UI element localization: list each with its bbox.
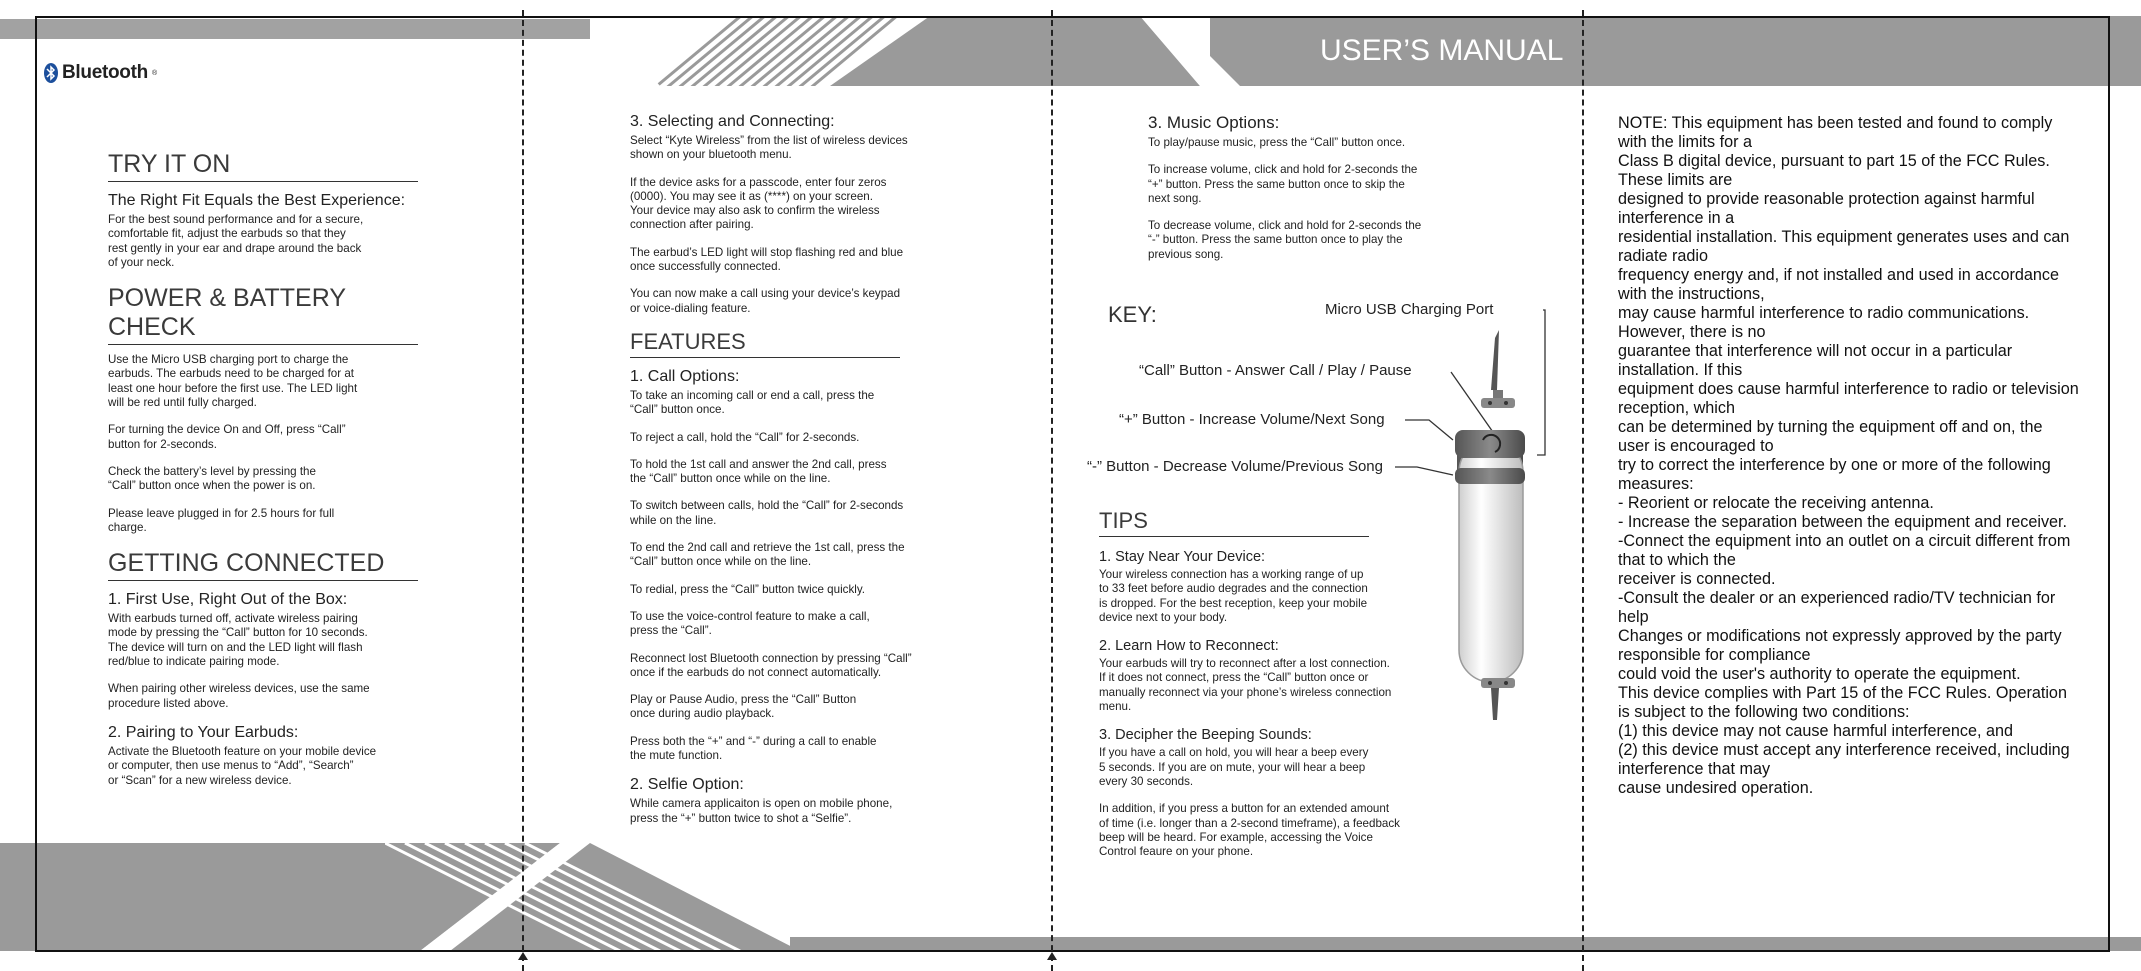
tips-heading: TIPS xyxy=(1099,508,1369,537)
selecting-text-2: If the device asks for a passcode, enter four zeros (0000). You may see it as (****) on your screen. Your device may also ask to confirm the wireless connection after pairing. xyxy=(630,175,887,232)
fcc-notice: NOTE: This equipment has been tested and found to comply with the limits for a Class B digital device, pursuant to part 15 of the FCC Rules. These limits are designed to provide reasonable protection against harmful interference in a residential installation. This equipment generates uses and can radiate radio frequency energy and, if not installed and used in accordance with the instructions, may cause harmful interference to radio communications. However, there is no guarantee that interference will not occur in a particular installation. If this equipment does cause harmful interference to radio or television reception, which can be determined by turning the equipment off and on, the user is encouraged to try to correct the interference by one or more of the following measures: - Reorient or relocate the receiving antenna. - Increase the separation between the equipment and receiver. -Connect the equipment into an outlet on a circuit different from that to which the receiver is connected. -Consult the dealer or an experienced radio/TV technician for help Changes or modifications not expressly approved by the party responsible for compliance could void the user's authority to operate the equipment. This device complies with Part 15 of the FCC Rules. Operation is subject to the following two conditions: (1) this device may not cause harmful interference, and (2) this device must accept any interference received, including interference that may cause undesired operation. xyxy=(1618,114,2079,797)
bluetooth-icon xyxy=(44,63,58,83)
call-option-item: Press both the “+” and “-” during a call to enable the mute function. xyxy=(630,734,877,763)
power-text-1: Use the Micro USB charging port to charge the earbuds. The earbuds need to be charged for at least one hour before the first use. The LED light will be red until fully charged. xyxy=(108,353,358,410)
pairing-other-text: When pairing other wireless devices, use the same procedure listed above. xyxy=(108,682,370,710)
tips-section xyxy=(1099,508,1429,859)
call-option-item: To take an incoming call or end a call, press the “Call” button once. xyxy=(630,388,875,417)
features-heading: FEATURES xyxy=(630,329,900,358)
call-options-subheading: 1. Call Options: xyxy=(630,367,740,385)
selecting-text-4: You can now make a call using your device’s keypad or voice-dialing feature. xyxy=(630,287,901,315)
call-option-item: To use the voice-control feature to make a call, press the “Call”. xyxy=(630,609,870,638)
key-call-label: “Call” Button - Answer Call / Play / Pause xyxy=(1139,362,1412,379)
page-title: USER’S MANUAL xyxy=(1320,34,1564,67)
call-option-item: Play or Pause Audio, press the “Call” Button once during audio playback. xyxy=(630,693,857,721)
trademark-mark: ® xyxy=(151,69,158,77)
fold-line-1 xyxy=(522,10,524,971)
call-option-item: Reconnect lost Bluetooth connection by pressing “Call” once if the earbuds do not connect automatically. xyxy=(630,651,912,679)
key-plus-label: “+” Button - Increase Volume/Next Song xyxy=(1119,411,1385,428)
key-usb-label: Micro USB Charging Port xyxy=(1325,301,1494,318)
power-text-3: Check the battery’s level by pressing the “Call” button once when the power is on. xyxy=(108,464,316,493)
right-fit-text: For the best sound performance and for a secure, comfortable fit, adjust the earbuds so that they rest gently in your ear and drape around the back of your neck. xyxy=(108,213,364,269)
key-heading: KEY: xyxy=(1108,302,1157,327)
call-option-item: To end the 2nd call and retrieve the 1st call, press the “Call” button once while on the line. xyxy=(630,541,905,569)
selfie-subheading: 2. Selfie Option: xyxy=(630,776,744,794)
music-text-2: To increase volume, click and hold for 2-seconds the “+” button. Press the same button once to skip the next song. xyxy=(1148,163,1418,205)
getting-connected-heading: GETTING CONNECTED xyxy=(108,549,418,581)
tip-3-subheading: 3. Decipher the Beeping Sounds: xyxy=(1099,727,1312,744)
call-option-item: To switch between calls, hold the “Call” for 2-seconds while on the line. xyxy=(630,499,904,527)
music-options xyxy=(1148,113,1448,275)
first-use-text: With earbuds turned off, activate wireless pairing mode by pressing the “Call” button for 10 seconds. The device will turn on and the LED light will flash red/blue to indicate pairing mode. xyxy=(108,612,368,669)
panel-2 xyxy=(630,113,930,826)
selecting-text-3: The earbud’s LED light will stop flashing red and blue once successfully connected. xyxy=(630,245,904,274)
panel-1 xyxy=(108,150,418,801)
fold-arrow-icon xyxy=(1044,952,1060,971)
music-text-1: To play/pause music, press the “Call” button once. xyxy=(1148,136,1406,149)
selecting-text-1: Select “Kyte Wireless” from the list of wireless devices shown on your bluetooth menu. xyxy=(630,134,908,162)
fold-line-2 xyxy=(1051,10,1053,971)
call-option-item: To hold the 1st call and answer the 2nd call, press the “Call” button once while on the line. xyxy=(630,457,887,486)
call-option-item: To reject a call, hold the “Call” for 2-seconds. xyxy=(630,430,860,444)
pairing-text: Activate the Bluetooth feature on your mobile device or computer, then use menus to “Add”, “Search” or “Scan” for a new wireless device. xyxy=(108,744,377,787)
music-text-3: To decrease volume, click and hold for 2-seconds the “-” button. Press the same button once to play the previous song. xyxy=(1148,219,1422,261)
bluetooth-logo xyxy=(44,62,157,84)
right-fit-subheading: The Right Fit Equals the Best Experience: xyxy=(108,192,406,209)
fold-arrow-icon xyxy=(515,952,531,971)
try-it-on-heading: TRY IT ON xyxy=(108,150,418,182)
key-minus-label: “-” Button - Decrease Volume/Previous Song xyxy=(1087,458,1383,475)
selecting-subheading: 3. Selecting and Connecting: xyxy=(630,113,835,130)
tip-1-text: Your wireless connection has a working range of up to 33 feet before audio degrades and the connection is dropped. For the best reception, keep your mobile device next to your body. xyxy=(1099,568,1368,624)
tip-3-extra-text: In addition, if you press a button for an extended amount of time (i.e. longer than a 2-second timeframe), a feedback beep will be heard. For example, accessing the Voice Control feaure on your phone. xyxy=(1099,802,1400,859)
tip-2-text: Your earbuds will try to reconnect after a lost connection. If it does not connect, press the “Call” button once or manually reconnect via your phone’s wireless connection menu. xyxy=(1099,657,1392,714)
pairing-subheading: 2. Pairing to Your Earbuds: xyxy=(108,723,299,741)
tip-3-text: If you have a call on hold, you will hear a beep every 5 seconds. If you are on mute, your will hear a beep every 30 seconds. xyxy=(1099,746,1369,788)
bluetooth-wordmark: Bluetooth xyxy=(62,62,148,83)
power-text-4: Please leave plugged in for 2.5 hours for full charge. xyxy=(108,506,335,534)
call-option-item: To redial, press the “Call” button twice quickly. xyxy=(630,582,865,596)
first-use-subheading: 1. First Use, Right Out of the Box: xyxy=(108,591,348,609)
selfie-text: While camera applicaiton is open on mobile phone, press the “+” button twice to shot a “Selfie”. xyxy=(630,797,893,825)
music-options-subheading: 3. Music Options: xyxy=(1148,113,1280,132)
tip-1-subheading: 1. Stay Near Your Device: xyxy=(1099,549,1266,565)
tip-2-subheading: 2. Learn How to Reconnect: xyxy=(1099,638,1279,655)
power-text-2: For turning the device On and Off, press “Call” button for 2-seconds. xyxy=(108,423,346,451)
fold-line-3 xyxy=(1582,10,1584,971)
power-battery-heading: POWER & BATTERY CHECK xyxy=(108,284,418,345)
